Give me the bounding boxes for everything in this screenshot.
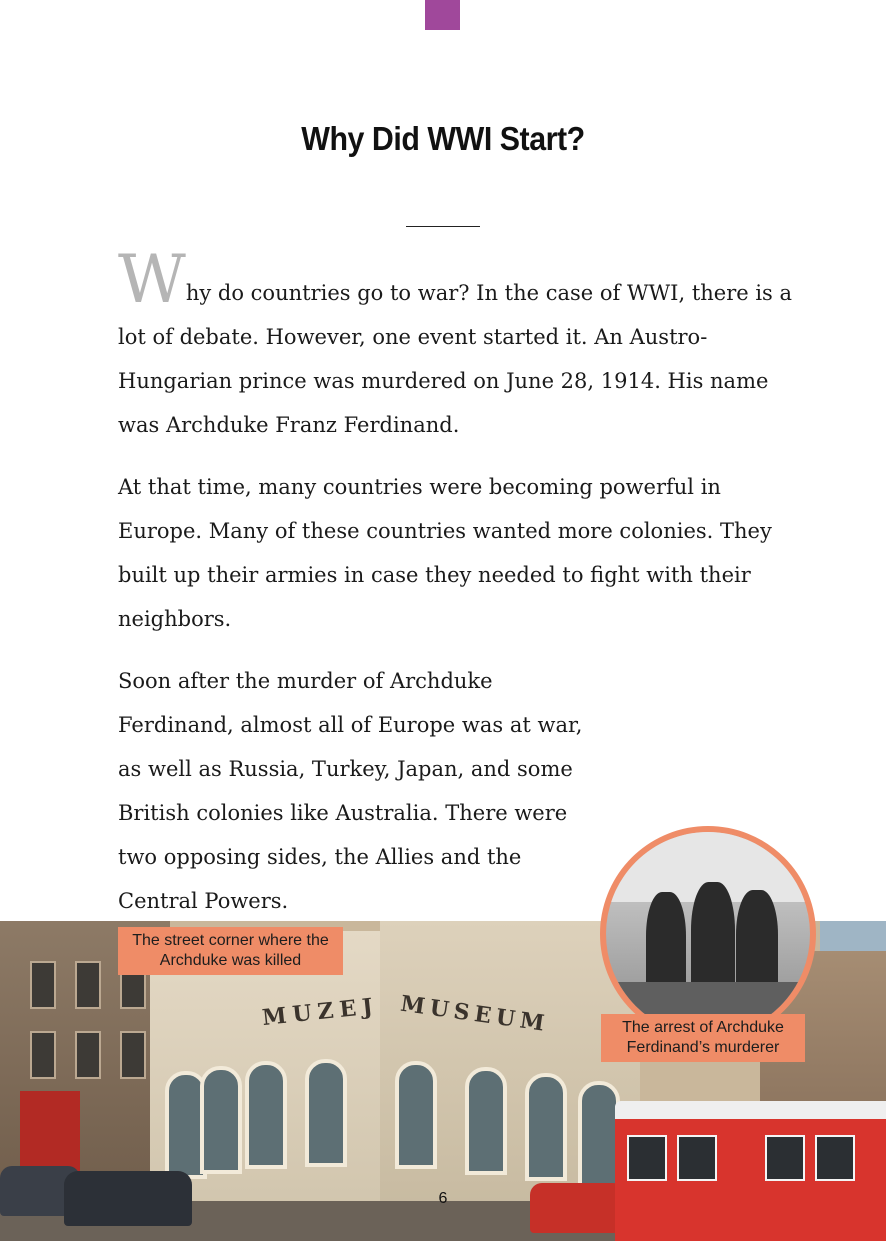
- red-tram: [615, 1101, 886, 1241]
- paragraph-3: Soon after the murder of Archduke Ferdinand, almost all of Europe was at war, as well as Russia, Turkey, Japan, and some British colonies like Australia. There were two opposing sides, the Allies and the Central Powers.: [118, 669, 583, 913]
- window: [75, 961, 101, 1009]
- museum-sign-english: MUSEUM: [398, 990, 551, 1038]
- tram-window: [765, 1135, 805, 1181]
- museum-sign-local: MUZEJ: [260, 992, 380, 1032]
- arched-window: [305, 1059, 347, 1167]
- window: [30, 1031, 56, 1079]
- paragraph-2: At that time, many countries were becoming powerful in Europe. Many of these countries wanted more colonies. They built up their armies in case they needed to fight with their neighbors.: [118, 475, 772, 631]
- tram-window: [677, 1135, 717, 1181]
- arched-window: [525, 1073, 567, 1181]
- title-divider: [406, 226, 480, 227]
- window: [120, 1031, 146, 1079]
- paragraph-1: [118, 241, 798, 447]
- tram-window: [815, 1135, 855, 1181]
- arched-window: [578, 1081, 620, 1189]
- caption-street-corner: The street corner where the Archduke was killed: [118, 927, 343, 975]
- page-number: 6: [438, 1190, 448, 1207]
- chapter-tab: [425, 0, 460, 30]
- page-title: Why Did WWI Start?: [301, 120, 585, 157]
- drop-cap: W: [118, 241, 186, 318]
- arched-window: [200, 1066, 242, 1174]
- tram-window: [627, 1135, 667, 1181]
- caption-arrest: The arrest of Archduke Ferdinand’s murderer: [601, 1014, 805, 1062]
- arched-window: [395, 1061, 437, 1169]
- arched-window: [465, 1067, 507, 1175]
- paragraph-1-text: hy do countries go to war? In the case of WWI, there is a lot of debate. However, one event started it. An Austro-Hungarian prince was murdered on June 28, 1914. His name was Archduke Franz Ferdinand.: [118, 281, 793, 437]
- arrest-photo-inset: [600, 826, 816, 1042]
- arched-window: [245, 1061, 287, 1169]
- window: [30, 961, 56, 1009]
- window: [75, 1031, 101, 1079]
